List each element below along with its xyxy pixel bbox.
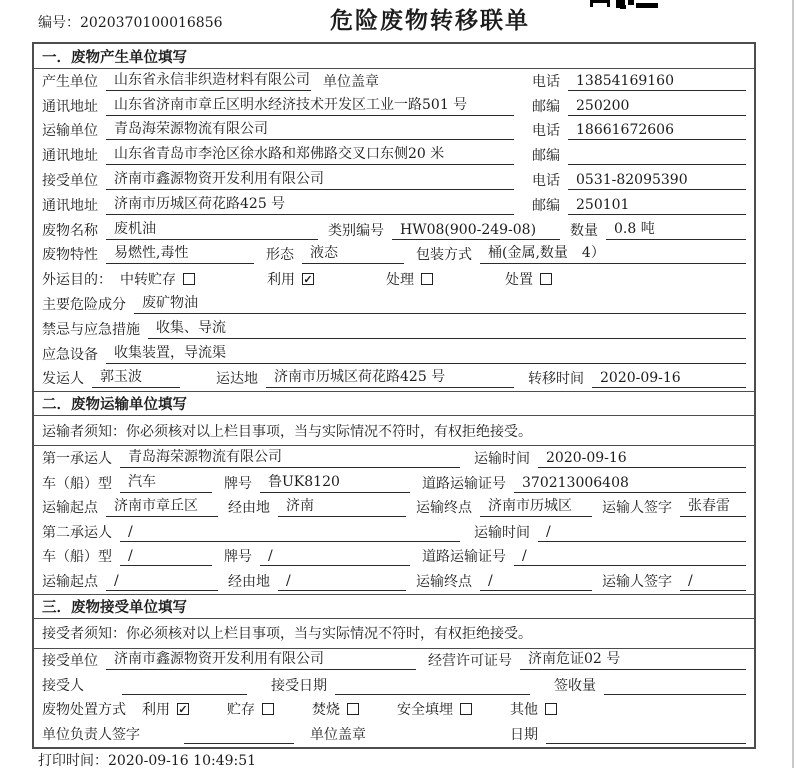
row-equipment [34,342,754,367]
carrier2-origin: / [106,573,218,591]
producer-phone-value: 13854169160 [568,73,746,91]
section2-header: 二．废物运输单位填写 [34,391,754,416]
receive-unit-label: 接受单位 [42,653,98,670]
leader-sign-value [184,742,294,744]
carrier2-plate: / [260,548,410,566]
page-edge-line [792,0,794,768]
row-carrier2-vehicle [34,545,754,570]
receive-person-label: 接受人 [42,677,84,694]
row-waste-name [34,218,754,243]
via-label: 经由地 [228,500,270,517]
sign-label: 运输人签字 [602,500,672,517]
origin-label: 运输起点 [42,573,98,590]
form-value: 液态 [302,242,404,264]
checkbox-icon [262,703,274,715]
vehicle-label: 车（船）型 [42,549,112,566]
end-label: 运输终点 [416,573,472,590]
carrier1-name: 青岛海荣源物流有限公司 [120,446,460,468]
row-carrier2 [34,520,754,545]
main-hazard-value: 废矿物油 [134,292,746,314]
purpose-option-transfer-storage [120,269,195,289]
carrier2-name: / [120,524,460,542]
row-receiver [34,168,754,193]
producer-zip-value: 250200 [568,98,746,116]
receiver-address-label: 通讯地址 [42,197,98,214]
qty-value: 0.8 吨 [606,218,746,240]
disposal-option-landfill [397,699,472,719]
purpose-option-label: 处置 [505,272,533,289]
checkbox-icon [460,703,472,715]
carrier1-time: 2020-09-16 [538,450,746,468]
row-producer [34,69,754,94]
packing-value: 桶(金属,数量 4） [480,242,746,264]
carrier1-vehicle: 汽车 [120,471,212,493]
main-hazard-label: 主要危险成分 [42,296,126,313]
purpose-option-utilize [267,269,314,289]
serial-number-line [38,12,223,32]
carrier1-plate: 鲁UK8120 [260,471,410,493]
packing-label: 包装方式 [416,247,472,264]
seal-label: 单位盖章 [323,73,379,90]
end-label: 运输终点 [416,500,472,517]
carrier1-via: 济南 [278,495,406,517]
transfer-time-value: 2020-09-16 [592,370,746,388]
row-carrier1-route [34,496,754,521]
receiver-zip-value: 250101 [568,197,746,215]
manifest-form-table [32,42,756,749]
character-value: 易燃性,毒性 [106,242,254,264]
transporter-value: 青岛海荣源物流有限公司 [106,118,514,140]
checkbox-icon [421,273,433,285]
receiver-zip-label: 邮编 [532,197,560,214]
receiver-label: 接受单位 [42,172,98,189]
carrier2-time-label: 运输时间 [474,524,530,541]
print-time-label: 打印时间： [38,753,108,768]
carrier2-time: / [538,524,746,542]
producer-address-value: 山东省济南市章丘区明水经济技术开发区工业一路501 号 [106,94,514,116]
print-time-line [38,750,256,768]
disposal-option-utilize [142,699,189,719]
row-carrier1 [34,446,754,471]
carrier2-via: / [278,573,406,591]
license-label: 道路运输证号 [422,549,506,566]
producer-label: 产生单位 [42,73,98,90]
plate-label: 牌号 [224,549,252,566]
permit-value: 济南危证02 号 [520,648,746,670]
purpose-option-label: 利用 [267,272,295,289]
row-transporter [34,119,754,144]
row-waste-character [34,243,754,268]
transfer-time-label: 转移时间 [528,371,584,388]
row-purpose [34,267,754,292]
shipper-value: 郭玉波 [92,366,180,388]
qty-label: 数量 [570,222,598,239]
section2-notice: 运输者须知：你必须核对以上栏目事项，当与实际情况不符时，有权拒绝接受。 [34,416,754,446]
disposal-label: 废物处置方式 [42,702,126,719]
row-receive-unit [34,649,754,674]
checkbox-checked-icon: ✓ [178,702,188,716]
carrier1-label: 第一承运人 [42,450,112,467]
disposal-option-label: 其他 [510,702,538,719]
row-main-hazard [34,292,754,317]
row-carrier2-route [34,569,754,594]
sign-label: 运输人签字 [602,573,672,590]
unit-seal-label: 单位盖章 [310,726,366,743]
print-time-value: 2020-09-16 10:49:51 [108,753,257,768]
row-receiver-address [34,193,754,218]
row-receive-person [34,673,754,698]
category-label: 类别编号 [328,222,384,239]
transporter-zip-label: 邮编 [532,148,560,165]
row-transporter-address [34,143,754,168]
disposal-option-label: 安全填埋 [397,702,453,719]
receiver-value: 济南市鑫源物资开发利用有限公司 [106,168,514,190]
serial-label: 编号： [38,15,80,31]
receive-date-value [335,693,530,695]
disposal-option-other [510,699,557,719]
transporter-label: 运输单位 [42,123,98,140]
receive-unit-value: 济南市鑫源物资开发利用有限公司 [106,648,416,670]
transporter-phone-value: 18661672606 [568,122,746,140]
purpose-label: 外运目的： [42,272,112,289]
receive-date-label: 接受日期 [271,677,327,694]
permit-label: 经营许可证号 [428,653,512,670]
via-label: 经由地 [228,573,270,590]
receive-person-value [122,693,247,695]
row-leader-sign [34,722,754,747]
carrier1-end: 济南市历城区 [480,495,592,517]
dest-label: 运达地 [216,371,258,388]
qr-code-fragment-icon [590,0,658,11]
transporter-phone-label: 电话 [532,123,560,140]
purpose-option-label: 处理 [386,272,414,289]
serial-value: 2020370100016856 [80,15,223,31]
carrier1-origin: 济南市章丘区 [106,495,218,517]
waste-name-value: 废机油 [106,218,318,240]
disposal-option-label: 焚烧 [312,702,340,719]
carrier2-label: 第二承运人 [42,524,112,541]
origin-label: 运输起点 [42,500,98,517]
vehicle-label: 车（船）型 [42,475,112,492]
leader-sign-label: 单位负责人签字 [42,726,140,743]
category-value: HW08(900-249-08) [392,222,560,240]
page-title: 危险废物转移联单 [330,7,530,34]
row-carrier1-vehicle [34,471,754,496]
transporter-zip-value [568,163,746,165]
equipment-label: 应急设备 [42,346,98,363]
checkbox-icon [347,703,359,715]
license-label: 道路运输证号 [422,475,506,492]
transporter-address-value: 山东省青岛市李沧区徐水路和郑佛路交叉口东侧20 米 [106,143,514,165]
disposal-option-incinerate [312,699,359,719]
disposal-option-label: 利用 [142,702,170,719]
waste-name-label: 废物名称 [42,222,98,239]
section3-notice: 接受者须知：你必须核对以上栏目事项，当与实际情况不符时，有权拒绝接受。 [34,619,754,649]
dest-value: 济南市历城区荷花路425 号 [266,366,514,388]
row-taboo [34,317,754,342]
form-label: 形态 [266,247,294,264]
character-label: 废物特性 [42,247,98,264]
carrier2-sign: / [680,573,746,591]
row-disposal [34,698,754,723]
taboo-value: 收集、导流 [148,317,746,339]
purpose-option-label: 中转贮存 [120,272,176,289]
producer-value: 山东省永信非织造材料有限公司 [106,69,311,91]
carrier1-time-label: 运输时间 [474,450,530,467]
disposal-option-storage [227,699,274,719]
producer-phone-label: 电话 [532,73,560,90]
disposal-option-label: 贮存 [227,702,255,719]
receiver-phone-label: 电话 [532,172,560,189]
checkbox-icon [183,273,195,285]
checkbox-icon [545,703,557,715]
taboo-label: 禁忌与应急措施 [42,321,140,338]
carrier1-license: 370213006408 [514,475,746,493]
equipment-value: 收集装置，导流渠 [106,342,746,364]
carrier2-license: / [514,548,746,566]
purpose-option-dispose [505,269,552,289]
carrier2-end: / [480,573,592,591]
carrier1-sign: 张春雷 [680,495,746,517]
checkbox-icon [540,273,552,285]
carrier2-vehicle: / [120,548,212,566]
purpose-option-treat [386,269,433,289]
row-producer-address [34,94,754,119]
section1-header: 一．废物产生单位填写 [34,44,754,69]
checkbox-checked-icon: ✓ [303,272,313,286]
amount-value [604,693,746,695]
amount-label: 签收量 [554,677,596,694]
date2-value [546,742,746,744]
plate-label: 牌号 [224,475,252,492]
receiver-address-value: 济南市历城区荷花路425 号 [106,193,514,215]
section3-header: 三．废物接受单位填写 [34,594,754,619]
transporter-address-label: 通讯地址 [42,148,98,165]
shipper-label: 发运人 [42,371,84,388]
producer-zip-label: 邮编 [532,98,560,115]
receiver-phone-value: 0531-82095390 [568,172,746,190]
producer-address-label: 通讯地址 [42,98,98,115]
row-shipper [34,367,754,392]
date2-label: 日期 [510,726,538,743]
